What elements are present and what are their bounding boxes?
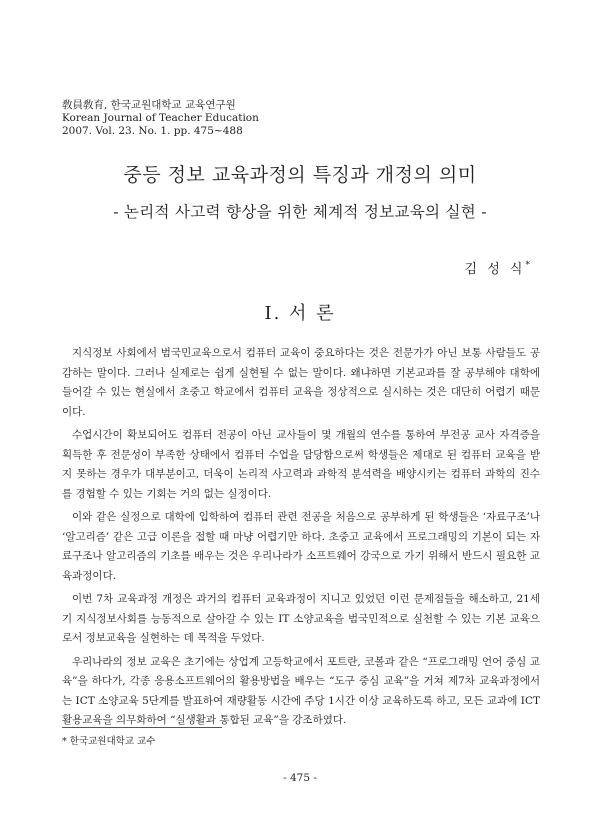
paragraph: 수업시간이 확보되어도 컴퓨터 전공이 아닌 교사들이 몇 개월의 연수를 통하여 부전공 교사 자격증을 획득한 후 전문성이 부족한 상태에서 컴퓨터 수업을 담당함으로써 학생들은 제대로 된 컴퓨터 교육을 받지 못하는 경우가 대부분이고, 더욱이 논리적 사고력과 과학적 분석력을 배양시키는 컴퓨터 과학의 진수를 경험할 수 있는 기회는 거의 없는 실정이다.	[62, 429, 540, 500]
author	[465, 258, 530, 277]
paragraph: 이번 7차 교육과정 개정은 과거의 컴퓨터 교육과정이 지니고 있었던 이런 문제점들을 해소하고, 21세기 지식정보사회를 능동적으로 살아갈 수 있는 IT 소양교육을 범국민적으로 실천할 수 있는 기본 교육으로서 정보교육을 실현하는 데 목적을 두었다.	[62, 593, 540, 644]
paragraph: 우리나라의 정보 교육은 초기에는 상업계 고등학교에서 포트란, 코볼과 같은 “프로그래밍 언어 중심 교육”을 하다가, 각종 응용소프트웨어의 활용방법을 배우는 “도구 중심 교육”을 거쳐 제7차 교육과정에서는 ICT 소양교육 5단계를 발표하여 재량활동 시간에 주당 1시간 이상 교육하도록 하고, 모든 교과에 ICT 활용교육을 의무화하여 “실생활과 통합된 교육”을 강조하였다.	[62, 655, 540, 726]
footnote: * 한국교원대학교 교수	[62, 736, 156, 747]
author-footnote-mark: *	[525, 260, 530, 271]
paragraph: 지식정보 사회에서 범국민교육으로서 컴퓨터 교육이 중요하다는 것은 전문가가 아닌 보통 사람들도 공감하는 말이다. 그러나 실제로는 쉽게 실현될 수 없는 말이다. 왜냐하면 기본교과를 잘 공부해야 대학에 들어갈 수 있는 현실에서 초중고 학교에서 컴퓨터 교육을 정상적으로 실시하는 것은 대단히 어렵기 때문이다.	[62, 347, 540, 418]
journal-name-english: Korean Journal of Teacher Education	[62, 112, 259, 124]
page-number: - 475 -	[283, 772, 317, 784]
footnote-divider	[62, 727, 222, 728]
author-name: 김 성 식	[464, 262, 526, 277]
journal-citation: 2007. Vol. 23. No. 1. pp. 475∼488	[62, 125, 243, 137]
section-heading: Ⅰ. 서 론	[264, 303, 336, 324]
paper-title: 중등 정보 교육과정의 특징과 개정의 의미	[123, 164, 477, 186]
journal-name-korean: 敎員敎育, 한국교원대학교 교육연구원	[62, 99, 236, 111]
body-text	[62, 344, 540, 735]
paper-subtitle: - 논리적 사고력 향상을 위한 체계적 정보교육의 실현 -	[113, 203, 487, 221]
paragraph: 이와 같은 실정으로 대학에 입학하여 컴퓨터 관련 전공을 처음으로 공부하게 된 학생들은 ‘자료구조’나 ‘알고리즘’ 같은 고급 이론을 접할 때 마냥 어렵기만 하다. 초중고 교육에서 프로그래밍의 기본이 되는 자료구조나 알고리즘의 기초를 배우는 것은 우리나라가 소프트웨어 강국으로 가기 위해서 반드시 필요한 교육과정이다.	[62, 511, 540, 582]
journal-header	[62, 99, 259, 138]
